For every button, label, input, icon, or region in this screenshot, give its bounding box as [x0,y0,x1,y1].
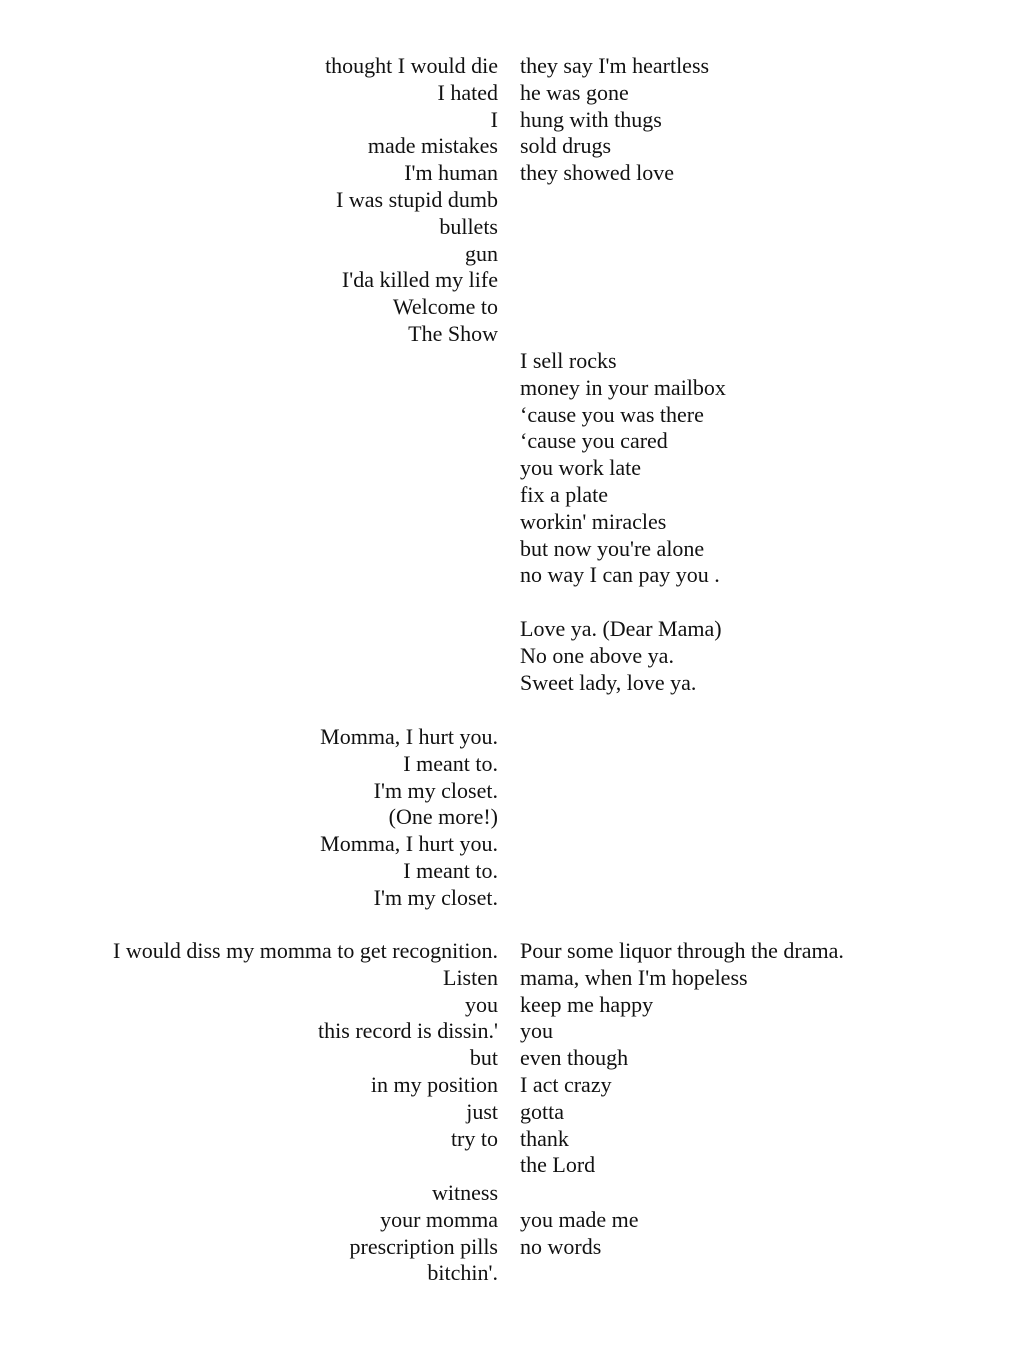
section2-right-column [520,348,726,589]
section1-right-column [520,53,709,187]
section5-left-column [113,938,498,1152]
poem-line: just [466,1098,498,1124]
poem-line: but [469,1045,498,1071]
poem-line: (One more!) [388,804,498,830]
section6-left-column [350,1180,498,1287]
poem-line: but now you're alone [520,535,705,561]
poem-line: I [490,106,498,132]
poem-line: Pour some liquor through the drama. [520,938,844,963]
poem-line: made mistakes [367,133,498,159]
poem-line: bullets [439,213,498,239]
poem-line: you [520,1018,553,1044]
poem-line: prescription pills [349,1233,498,1259]
poem-line: The Show [408,320,498,346]
poem-line: Sweet lady, love ya. [520,669,697,695]
poem-line: mama, when I'm hopeless [520,964,748,990]
poem-line: I would diss my momma to get recognition. [113,938,498,963]
poem-line: they showed love [520,160,674,186]
poem-line: thought I would die [325,53,498,78]
poem-line: money in your mailbox [520,374,726,400]
poem-line: witness [432,1180,498,1205]
poem-line: you work late [520,455,641,481]
poem-line: Listen [443,964,498,990]
section3-right-column [520,616,722,696]
poem-line: gotta [520,1098,564,1124]
poem-line: I hated [437,79,498,105]
poem-line: I meant to. [403,750,498,776]
poem-line: no way I can pay you . [520,562,720,588]
poem-line: no words [520,1233,602,1259]
poem-line: the Lord [520,1152,596,1178]
poem-line: they say I'm heartless [520,53,710,78]
poem-line: try to [450,1125,498,1151]
poem-line: bitchin'. [427,1260,498,1286]
poem-line: I'm my closet. [373,777,498,803]
poem-line: you [465,991,498,1017]
section1-left-column [325,53,498,348]
poem-line: I sell rocks [520,348,617,373]
poem-line: I'm human [404,160,498,186]
poem-line: No one above ya. [520,642,674,668]
poem-line: I meant to. [403,857,498,883]
poem-line: ‘cause you cared [520,428,668,454]
poem-line: Momma, I hurt you. [320,724,498,749]
poem-line: Love ya. (Dear Mama) [520,616,722,641]
poem-line: Welcome to [392,294,498,320]
section5-right-column [520,938,844,1179]
poem-line: I'da killed my life [341,267,498,293]
poem-line: you made me [520,1207,639,1232]
poem-line: this record is dissin.' [318,1018,498,1044]
section6-right-column [520,1207,639,1261]
poem-line: I was stupid dumb [336,186,498,212]
poem-line: he was gone [520,79,629,105]
poem-line: ‘cause you was there [520,401,704,427]
poem-line: in my position [370,1071,498,1097]
poem-line: gun [465,240,498,266]
poem-line: I'm my closet. [373,884,498,910]
poem-line: keep me happy [520,991,654,1017]
poem-line: Momma, I hurt you. [320,831,498,857]
poem-line: I act crazy [520,1071,612,1097]
poem-line: hung with thugs [520,106,662,132]
poem-line: even though [520,1045,629,1071]
poem-line: thank [520,1125,569,1151]
poem-line: workin' miracles [520,508,667,534]
poem-line: your momma [380,1206,498,1232]
poem-line: fix a plate [520,481,608,507]
section4-left-column [320,724,498,912]
poem-line: sold drugs [520,133,612,159]
